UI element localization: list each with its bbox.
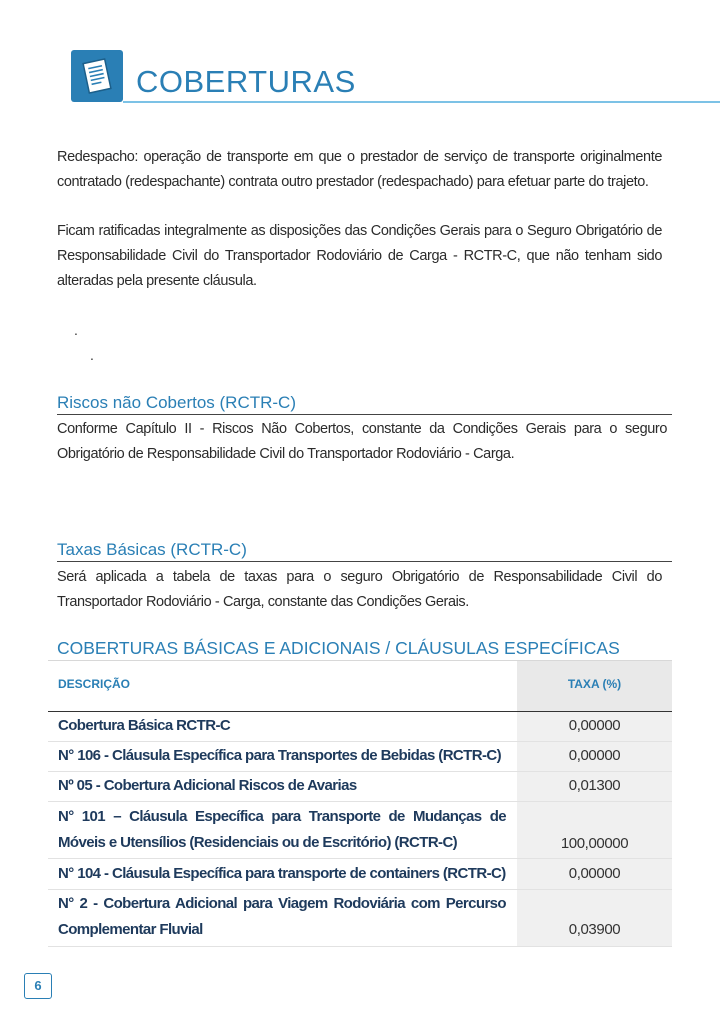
bullet-dot: . — [90, 347, 94, 363]
document-icon — [71, 50, 123, 102]
table-row — [48, 772, 672, 802]
table-row — [48, 859, 672, 890]
paragraph-riscos: Conforme Capítulo II - Riscos Não Cobertos, constante da Condições Gerais para o seguro Obrigatório de Responsabilidade Civil do Transportador Rodoviário - Carga. — [57, 421, 667, 462]
column-header-rate: TAXA (%) — [567, 677, 622, 691]
section-title-taxas: Taxas Básicas (RCTR-C) — [57, 540, 247, 559]
section-divider — [57, 414, 672, 415]
section-title-riscos: Riscos não Cobertos (RCTR-C) — [57, 393, 296, 412]
table-row — [48, 802, 672, 859]
section-divider — [57, 561, 672, 562]
paragraph-ratificacao: Ficam ratificadas integralmente as disposições das Condições Gerais para o Seguro Obrigatório de Responsabilidade Civil do Transportador Rodoviário de Carga - RCTR-C, que não tenham sido alteradas pela presente cláusula. — [57, 223, 662, 289]
table-row — [48, 742, 672, 772]
paragraph-redespacho: Redespacho: operação de transporte em que o prestador de serviço de transporte originalmente contratado (redespachante) contrata outro prestador (redespachado) para efetuar parte do trajeto. — [57, 149, 662, 190]
page-title: COBERTURAS — [136, 64, 356, 99]
row-rate: 0,01300 — [568, 777, 621, 794]
row-description: N° 101 – Cláusula Específica para Transporte de Mudanças de Móveis e Utensílios (Residenciais ou de Escritório) (RCTR-C) — [58, 808, 506, 851]
page-number: 6 — [24, 973, 52, 999]
coverage-table — [48, 660, 672, 947]
row-rate: 0,00000 — [568, 717, 621, 734]
row-rate: 0,00000 — [568, 865, 621, 882]
bullet-dot: . — [74, 322, 78, 338]
row-description: N° 2 - Cobertura Adicional para Viagem Rodoviária com Percurso Complementar Fluvial — [58, 895, 506, 938]
table-header — [48, 660, 672, 712]
row-rate: 100,00000 — [560, 835, 629, 852]
row-description: Cobertura Básica RCTR-C — [58, 717, 231, 734]
paragraph-taxas: Será aplicada a tabela de taxas para o seguro Obrigatório de Responsabilidade Civil do Transportador Rodoviário - Carga, constante das Condições Gerais. — [57, 569, 662, 610]
column-header-description: DESCRIÇÃO — [58, 677, 131, 691]
row-description: Nº 05 - Cobertura Adicional Riscos de Avarias — [58, 777, 357, 794]
table-row — [48, 890, 672, 947]
header-divider — [123, 101, 720, 103]
row-description: N° 106 - Cláusula Específica para Transportes de Bebidas (RCTR-C) — [58, 747, 501, 764]
row-rate: 0,00000 — [568, 747, 621, 764]
row-rate: 0,03900 — [568, 921, 621, 938]
row-description: N° 104 - Cláusula Específica para transporte de containers (RCTR-C) — [58, 865, 506, 882]
table-title: COBERTURAS BÁSICAS E ADICIONAIS / CLÁUSULAS ESPECÍFICAS — [57, 638, 620, 658]
table-row — [48, 712, 672, 742]
